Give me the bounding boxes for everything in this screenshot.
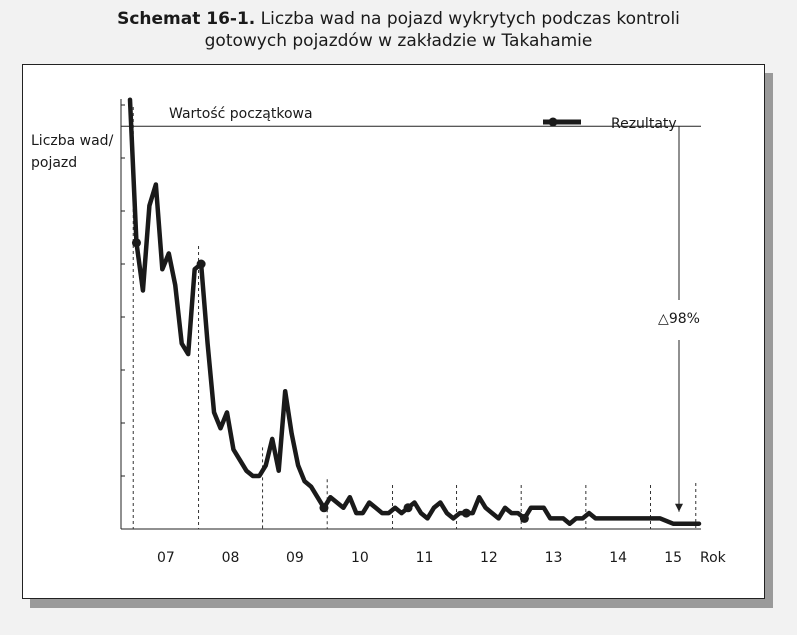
legend-label: Rezultaty xyxy=(611,116,677,132)
series-marker xyxy=(520,514,529,523)
y-axis-label-line2: pojazd xyxy=(31,155,78,171)
chart-frame xyxy=(22,64,765,599)
legend-marker xyxy=(549,118,558,127)
series-marker xyxy=(197,260,206,269)
x-tick-label: 14 xyxy=(609,550,628,566)
chart-svg xyxy=(23,65,764,598)
legend xyxy=(543,116,677,132)
x-tick-label: 15 xyxy=(664,550,683,566)
x-tick-label: 07 xyxy=(156,550,175,566)
x-tick-label: 10 xyxy=(350,550,369,566)
y-axis-label-line1: Liczba wad/ xyxy=(31,133,114,149)
x-tick-label: 13 xyxy=(544,550,563,566)
baseline-label: Wartość początkowa xyxy=(169,106,313,123)
series-marker xyxy=(319,503,328,512)
x-tick-label: 09 xyxy=(285,550,304,566)
figure-title-line1: Liczba wad na pojazd wykrytych podczas kontroli xyxy=(260,9,680,29)
reduction-arrowhead xyxy=(675,504,683,512)
series-marker xyxy=(462,509,471,518)
x-tick-labels xyxy=(157,550,682,566)
period-separators xyxy=(133,107,696,529)
series-marker xyxy=(132,238,141,247)
y-ticks xyxy=(121,105,125,476)
x-axis-label: Rok xyxy=(700,550,726,566)
figure-title xyxy=(0,8,797,52)
series-line-rezultaty xyxy=(130,100,699,524)
x-tick-label: 11 xyxy=(415,550,434,566)
figure-title-line2: gotowych pojazdów w zakładzie w Takahamie xyxy=(204,31,593,51)
reduction-label: △98% xyxy=(658,311,700,327)
x-tick-label: 12 xyxy=(479,550,498,566)
series-marker xyxy=(404,503,413,512)
figure-label: Schemat 16-1. xyxy=(117,9,256,29)
series-group xyxy=(130,100,699,524)
x-tick-label: 08 xyxy=(221,550,240,566)
